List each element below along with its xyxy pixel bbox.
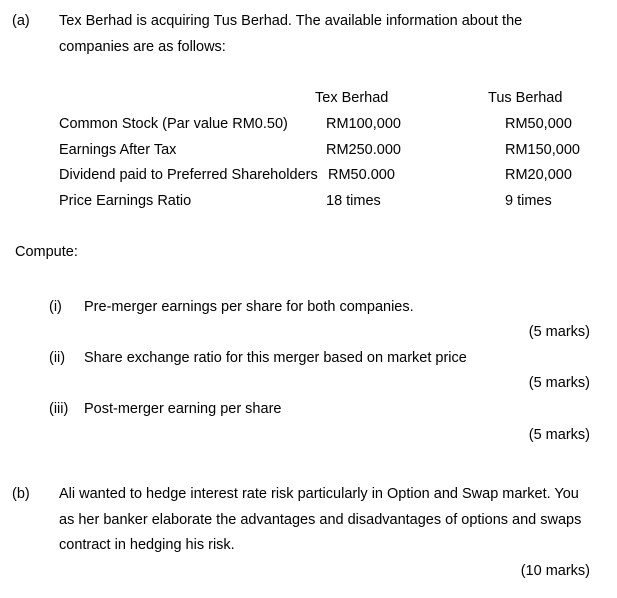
row-tus-value: RM150,000: [505, 142, 580, 158]
tus-header: Tus Berhad: [488, 90, 563, 106]
question-number: (i): [49, 299, 62, 315]
part-b-line1: Ali wanted to hedge interest rate risk particularly in Option and Swap market. You: [59, 486, 579, 502]
row-tus-value: 9 times: [505, 193, 552, 209]
row-label: Price Earnings Ratio: [59, 193, 192, 209]
question-text: Share exchange ratio for this merger based on market price: [84, 350, 467, 366]
part-b-marks: (10 marks): [520, 563, 590, 579]
row-label: Common Stock (Par value RM0.50): [59, 116, 288, 132]
row-tex-value: 18 times: [326, 193, 381, 209]
part-b-line3: contract in hedging his risk.: [59, 537, 235, 553]
question-number: (iii): [49, 401, 69, 417]
question-text: Post-merger earning per share: [84, 401, 282, 417]
question-marks: (5 marks): [528, 324, 590, 340]
part-a-intro-line1: Tex Berhad is acquiring Tus Berhad. The available information about the: [59, 13, 523, 29]
question-number: (ii): [49, 350, 66, 366]
row-label: Dividend paid to Preferred Shareholders: [59, 167, 318, 183]
question-marks: (5 marks): [528, 375, 590, 391]
tex-header: Tex Berhad: [315, 90, 389, 106]
row-tex-value: RM250.000: [326, 142, 401, 158]
row-tex-value: RM50.000: [328, 167, 395, 183]
part-b-label: (b): [12, 486, 30, 502]
part-b-line2: as her banker elaborate the advantages and disadvantages of options and swaps: [59, 512, 582, 528]
row-label: Earnings After Tax: [59, 142, 177, 158]
row-tex-value: RM100,000: [326, 116, 401, 132]
row-tus-value: RM50,000: [505, 116, 572, 132]
question-marks: (5 marks): [528, 427, 590, 443]
part-a-intro-line2: companies are as follows:: [59, 39, 226, 55]
row-tus-value: RM20,000: [505, 167, 572, 183]
question-text: Pre-merger earnings per share for both companies.: [84, 299, 414, 315]
part-a-label: (a): [12, 13, 30, 29]
compute-label: Compute:: [15, 244, 78, 260]
